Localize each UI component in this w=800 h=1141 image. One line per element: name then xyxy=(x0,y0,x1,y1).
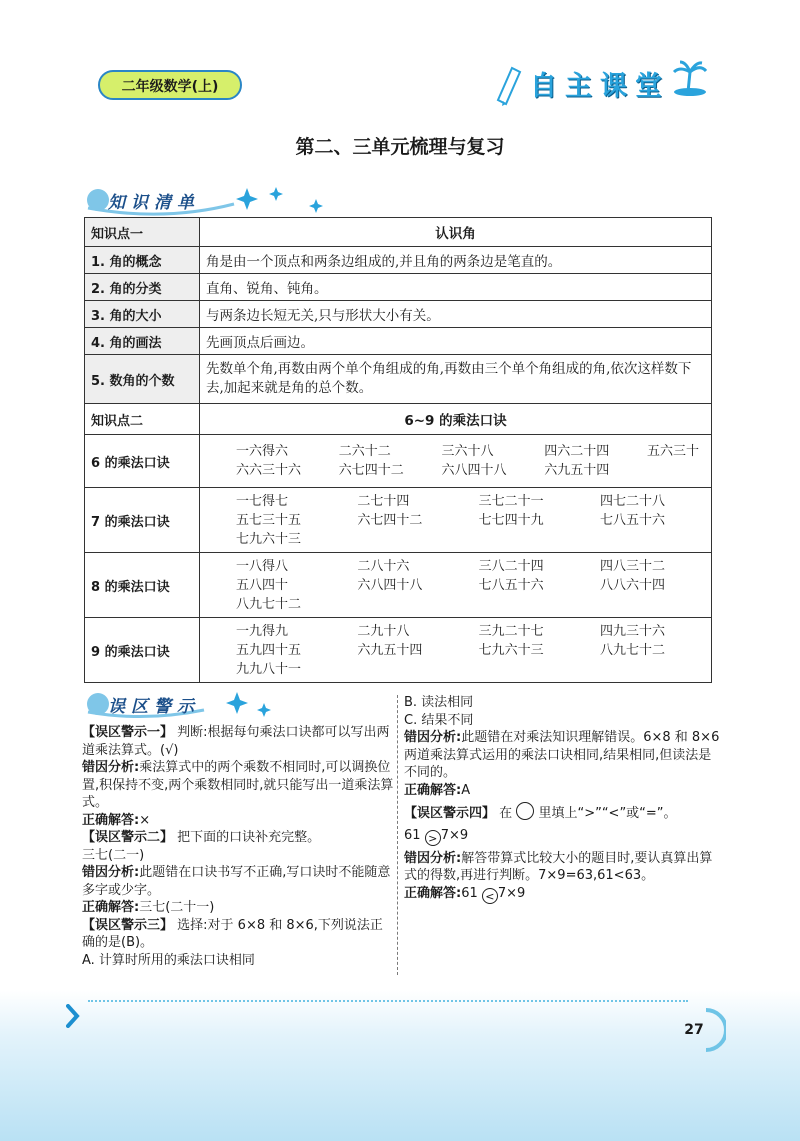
answer4-sign: < xyxy=(482,888,498,904)
rhyme-item: 四九三十六 xyxy=(599,623,665,639)
rhyme-item: 七八五十六 xyxy=(478,577,544,593)
rhyme-item: 六六三十六 xyxy=(236,463,302,478)
left-column xyxy=(82,724,394,969)
rhyme-item: 五七三十五 xyxy=(236,512,302,528)
warning2-item: 三七(二一) xyxy=(82,847,145,863)
warning3-option-a: A. 计算时所用的乘法口诀相同 xyxy=(82,952,255,968)
rhyme-item: 六九五十四 xyxy=(544,463,610,478)
answer4-left: 61 xyxy=(461,885,478,901)
rhyme-item: 八八六十四 xyxy=(599,577,665,593)
mistakes-banner-title: 误区警示 xyxy=(108,697,200,717)
warning3-option-b: B. 读法相同 xyxy=(404,695,474,710)
section1-label: 知识点一 xyxy=(85,218,200,247)
knowledge-banner-title: 知识清单 xyxy=(108,193,200,213)
warning2-question: 把下面的口诀补充完整。 xyxy=(177,830,321,845)
right-column xyxy=(404,694,722,904)
table-row xyxy=(85,247,712,274)
rhyme-item: 五九四十五 xyxy=(236,642,302,658)
section2-label: 知识点二 xyxy=(85,404,200,435)
warning4-right: 7×9 xyxy=(440,827,469,843)
row-label: 5. 数角的个数 xyxy=(85,355,200,404)
rhyme-item: 一九得九 xyxy=(236,623,289,639)
warning4-sign: > xyxy=(425,830,441,846)
rhyme-item: 六九五十四 xyxy=(357,642,423,658)
warning3-option-c: C. 结果不同 xyxy=(404,712,474,728)
warning3-question: 选择:对于 6×8 和 8×6,下列说法正确的是(B)。 xyxy=(82,917,383,950)
rhyme-item: 三七二十一 xyxy=(478,493,544,509)
analysis3-text: 此题错在对乘法知识理解错误。6×8 和 8×6 两道乘法算式运用的乘法口诀相同,结果相同,但读法是不同的。 xyxy=(404,730,720,780)
section2-heading: 6~9 的乘法口诀 xyxy=(200,404,712,435)
row-label: 1. 角的概念 xyxy=(85,247,200,274)
rhyme-item: 三八二十四 xyxy=(478,558,544,574)
table-row xyxy=(85,618,712,683)
page-number: 27 xyxy=(684,1022,704,1038)
blank-circle-icon xyxy=(516,802,534,820)
analysis4-text: 解答带算式比较大小的题目时,要认真算出算式的得数,再进行判断。7×9=63,61<63。 xyxy=(404,850,713,883)
warning4-question-pre: 在 xyxy=(499,806,513,821)
answer1-tag: 正确解答: xyxy=(82,812,140,828)
table-label-9: 9 的乘法口诀 xyxy=(85,618,200,683)
section1-heading: 认识角 xyxy=(200,218,712,247)
rhyme-item: 八九七十二 xyxy=(599,642,665,658)
warning4-left: 61 xyxy=(404,827,421,843)
answer4-tag: 正确解答: xyxy=(404,885,462,901)
row-label: 3. 角的大小 xyxy=(85,301,200,328)
rhyme-item: 二八十六 xyxy=(357,558,410,574)
table-row xyxy=(85,328,712,355)
rhyme-item: 四八三十二 xyxy=(599,558,665,574)
rhyme-item: 九九八十一 xyxy=(236,661,302,677)
analysis3-tag: 错因分析: xyxy=(404,730,462,745)
rhyme-grid-7 xyxy=(206,492,705,549)
rhyme-item: 二七十四 xyxy=(357,493,410,509)
rhyme-item: 三九二十七 xyxy=(478,623,544,639)
answer4-right: 7×9 xyxy=(497,885,526,901)
rhyme-grid-6 xyxy=(206,442,705,480)
rhyme-item: 七七四十九 xyxy=(478,512,544,528)
grade-label: 二年级数学(上) xyxy=(98,70,242,100)
rhyme-item: 一六得六 xyxy=(236,444,289,459)
row-text: 先数单个角,再数由两个单个角组成的角,再数由三个单个角组成的角,依次这样数下去,加起来就是角的总个数。 xyxy=(200,355,712,404)
answer3-text: A xyxy=(461,782,471,798)
rhyme-item: 四六二十四 xyxy=(544,444,610,459)
warning4-question-post: 里填上“>”“<”或“=”。 xyxy=(538,806,677,821)
brand-title: 自主课堂 xyxy=(530,71,670,102)
table-row xyxy=(85,355,712,404)
warning2-tag: 【误区警示二】 xyxy=(82,830,174,845)
table-row xyxy=(85,404,712,435)
chevron-right-icon xyxy=(66,1004,80,1028)
rhyme-item: 二六十二 xyxy=(338,444,391,459)
warning3-tag: 【误区警示三】 xyxy=(82,917,174,933)
warning1-question: 判断:根据每句乘法口诀都可以写出两道乘法算式。(√) xyxy=(82,725,390,758)
answer1-text: × xyxy=(139,812,151,828)
table-row xyxy=(85,553,712,618)
column-divider xyxy=(397,695,398,975)
rhyme-grid-9 xyxy=(206,622,705,679)
rhyme-item: 五六三十 xyxy=(646,444,699,459)
table-row xyxy=(85,218,712,247)
analysis2-tag: 错因分析: xyxy=(82,865,140,880)
answer2-tag: 正确解答: xyxy=(82,900,140,915)
row-label: 4. 角的画法 xyxy=(85,328,200,355)
footer-divider xyxy=(88,1000,688,1002)
rhyme-item: 六七四十二 xyxy=(338,463,404,478)
rhyme-item: 一七得七 xyxy=(236,493,289,509)
page-title: 第二、三单元梳理与复习 xyxy=(295,136,505,158)
rhyme-grid-8 xyxy=(206,557,705,614)
rhyme-item: 三六十八 xyxy=(441,444,494,459)
table-label-8: 8 的乘法口诀 xyxy=(85,553,200,618)
table-row xyxy=(85,301,712,328)
row-text: 与两条边长短无关,只与形状大小有关。 xyxy=(200,301,712,328)
answer2-text: 三七(二十一) xyxy=(139,900,215,915)
row-label: 2. 角的分类 xyxy=(85,274,200,301)
rhyme-item: 六八四十八 xyxy=(441,463,507,478)
analysis1-text: 乘法算式中的两个乘数不相同时,可以调换位置,积保持不变,两个乘数相同时,就只能写出一道乘法算式。 xyxy=(82,760,394,810)
rhyme-item: 四七二十八 xyxy=(599,493,665,509)
rhyme-item: 一八得八 xyxy=(236,558,289,574)
warning1-tag: 【误区警示一】 xyxy=(82,725,174,740)
rhyme-item: 二九十八 xyxy=(357,623,410,639)
analysis4-tag: 错因分析: xyxy=(404,850,462,866)
analysis2-text: 此题错在口诀书写不正确,写口诀时不能随意多字或少字。 xyxy=(82,865,391,898)
rhyme-item: 七九六十三 xyxy=(478,642,544,658)
knowledge-table xyxy=(84,217,712,683)
rhyme-item: 六七四十二 xyxy=(357,512,423,528)
rhyme-item: 五八四十 xyxy=(236,577,289,593)
table-row xyxy=(85,274,712,301)
rhyme-item: 八九七十二 xyxy=(236,596,302,612)
rhyme-item: 七八五十六 xyxy=(599,512,665,528)
row-text: 直角、锐角、钝角。 xyxy=(200,274,712,301)
rhyme-item: 六八四十八 xyxy=(357,577,423,593)
warning4-tag: 【误区警示四】 xyxy=(404,806,496,821)
row-text: 角是由一个顶点和两条边组成的,并且角的两条边是笔直的。 xyxy=(200,247,712,274)
table-label-6: 6 的乘法口诀 xyxy=(85,435,200,488)
table-row xyxy=(85,435,712,488)
row-text: 先画顶点后画边。 xyxy=(200,328,712,355)
table-label-7: 7 的乘法口诀 xyxy=(85,488,200,553)
table-row xyxy=(85,488,712,553)
answer3-tag: 正确解答: xyxy=(404,782,462,798)
analysis1-tag: 错因分析: xyxy=(82,760,140,775)
rhyme-item: 七九六十三 xyxy=(236,531,302,547)
